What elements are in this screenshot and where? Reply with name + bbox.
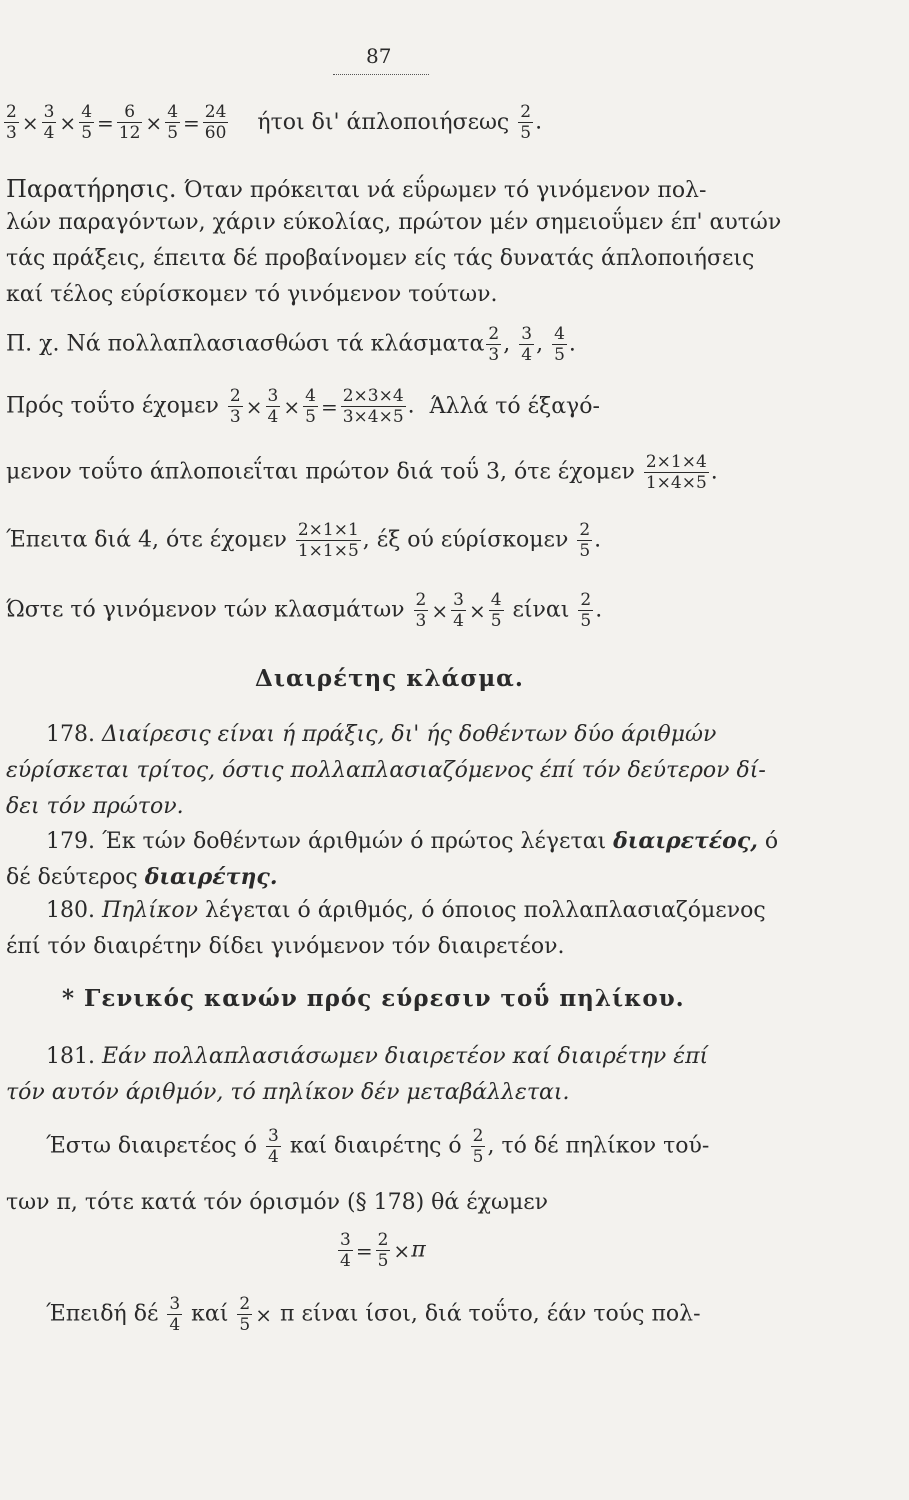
fraction: $\frac{2}{5}$ (580, 590, 592, 631)
fraction: $\frac{3}{4}$ (453, 590, 464, 631)
page-number: 87 (366, 44, 392, 68)
remark-line-3: τάς πράξεις, έπειτα δέ προβαίνομεν είς τάς δυνατάς άπλοποιήσεις (6, 246, 755, 271)
fraction: $\frac{3}{4}$ (169, 1294, 181, 1335)
fraction: $\frac{3}{4}$ (267, 1126, 279, 1167)
para-181-line-3: Έστω διαιρετέος ό $\frac{3}{4}$ καί διαιρέτης ό $\frac{2}{5}$ , τό δέ πηλίκον τού- (46, 1126, 710, 1167)
para-181-line-4: των π, τότε κατά τόν όρισμόν (§ 178) θά έχωμεν (6, 1190, 549, 1215)
example-line-1: Π. χ. Νά πολλαπλασιασθώσι τά κλάσματα $\frac{2}{3}$ , $\frac{3}{4}$ , $\frac{4}{5}$ . (6, 324, 576, 365)
fraction: $\frac{2}{5}$ (520, 102, 532, 143)
para-number: 181. (46, 1044, 95, 1069)
example-line-4: Έπειτα διά 4, ότε έχομεν $\frac{2\times 1\times 1}{1\times 1\times 5}$ , έξ ού εύρίσκομεν $\frac{2}{5}$ . (6, 520, 602, 561)
example-line-5: Ώστε τό γινόμενον τών κλασμάτων $\frac{2}{3}$ × $\frac{3}{4}$ × $\frac{4}{5}$ είναι $\frac{2}{5}$ . (6, 590, 603, 631)
section-heading-general-rule: * Γενικός κανών πρός εύρεσιν τοΰ πηλίκου. (62, 985, 685, 1012)
simplification-text: ήτοι δι' άπλοποιήσεως (257, 109, 510, 135)
para-178-line-3: δει τόν πρώτον. (6, 794, 184, 819)
fraction: $\frac{2}{5}$ (239, 1294, 251, 1335)
para-180-line-1: 180. Πηλίκον λέγεται ό άριθμός, ό όποιος πολλαπλασιαζόμενος (46, 898, 766, 923)
fraction: $\frac{3}{4}$ (521, 324, 533, 365)
fraction: $\frac{4}{5}$ (554, 324, 565, 365)
example-line-3: μενον τοΰτο άπλοποιεΐται πρώτον διά τοΰ 3, ότε έχομεν $\frac{2\times 1\times 4}{1\times 4\times 5}$ . (6, 452, 718, 493)
para-178-line-1: 178. Διαίρεσις είναι ή πράξις, δι' ής δοθέντων δύο άριθμών (46, 722, 717, 747)
remark-line-1: Παρατήρησις. Όταν πρόκειται νά εΰρωμεν τό γινόμενον πολ- (6, 175, 707, 203)
fraction: $\frac{2}{5}$ (472, 1126, 484, 1167)
section-heading-division: Διαιρέτης κλάσμα. (255, 665, 524, 692)
fraction: $\frac{3}{4}$ (267, 386, 279, 427)
remark-line-4: καί τέλος εύρίσκομεν τό γινόμενον τούτων. (6, 282, 498, 307)
fraction: $\frac{2}{3}$ (229, 386, 241, 427)
fraction: $\frac{3}{4}$ (340, 1230, 351, 1271)
para-number: 178. (46, 722, 95, 747)
equation-quotient: $\frac{3}{4}$ = $\frac{2}{5}$ ×π (340, 1230, 426, 1271)
fraction: $\frac{2}{5}$ (377, 1230, 389, 1271)
example-line-2: Πρός τοΰτο έχομεν $\frac{2}{3}$ × $\frac{3}{4}$ × $\frac{4}{5}$ = $\frac{2\times 3\times 4}{3\times 4\times 5}$ . Άλλά τό έξαγό- (6, 386, 600, 427)
para-181-line-6: Έπειδή δέ $\frac{3}{4}$ καί $\frac{2}{5}$ × π είναι ίσοι, διά τοΰτο, έάν τούς πολ- (46, 1294, 701, 1335)
para-180-line-2: έπί τόν διαιρέτην δίδει γινόμενον τόν διαιρετέον. (6, 934, 565, 959)
fraction: $\frac{3}{4}$ (43, 102, 55, 143)
para-179-line-1: 179. Έκ τών δοθέντων άριθμών ό πρώτος λέγεται διαιρετέος, ό (46, 828, 779, 854)
fraction: $\frac{2\times 3\times 4}{3\times 4\times 5}$ (342, 386, 404, 427)
remark-label: Παρατήρησις. (6, 175, 177, 203)
remark-line-2: λών παραγόντων, χάριν εύκολίας, πρώτον μέν σημειοΰμεν έπ' αυτών (6, 210, 782, 235)
fraction: $\frac{2}{3}$ (415, 590, 427, 631)
fraction: $\frac{24}{60}$ (204, 102, 227, 143)
para-number: 180. (46, 898, 95, 923)
fraction: $\frac{4}{5}$ (305, 386, 316, 427)
para-178-line-2: εύρίσκεται τρίτος, όστις πολλαπλασιαζόμενος έπί τόν δεύτερον δί- (6, 758, 766, 783)
fraction: $\frac{2}{5}$ (579, 520, 591, 561)
fraction: $\frac{4}{5}$ (490, 590, 502, 631)
fraction: $\frac{2\times 1\times 4}{1\times 4\times 5}$ (645, 452, 707, 493)
equation-line-1: $\frac{2}{3}$ × $\frac{3}{4}$ × $\frac{4}{5}$ = $\frac{6}{12}$ × $\frac{4}{5}$ = $\frac{24}{60}$ ήτοι δι' άπλοποιήσεως $\frac{2}{5}$ . (6, 102, 543, 143)
para-181-line-2: τόν αυτόν άριθμόν, τό πηλίκον δέν μεταβάλλεται. (6, 1080, 570, 1105)
header-rule (333, 74, 429, 75)
fraction: $\frac{4}{5}$ (167, 102, 179, 143)
para-number: 179. (46, 829, 95, 854)
fraction: $\frac{2}{3}$ (488, 324, 500, 365)
fraction: $\frac{6}{12}$ (118, 102, 141, 143)
fraction: $\frac{2\times 1\times 1}{1\times 1\times 5}$ (297, 520, 359, 561)
fraction: $\frac{2}{3}$ (6, 102, 17, 143)
fraction: $\frac{4}{5}$ (81, 102, 93, 143)
para-181-line-1: 181. Εάν πολλαπλασιάσωμεν διαιρετέον καί διαιρέτην έπί (46, 1044, 709, 1069)
para-179-line-2: δέ δεύτερος διαιρέτης. (6, 864, 278, 890)
